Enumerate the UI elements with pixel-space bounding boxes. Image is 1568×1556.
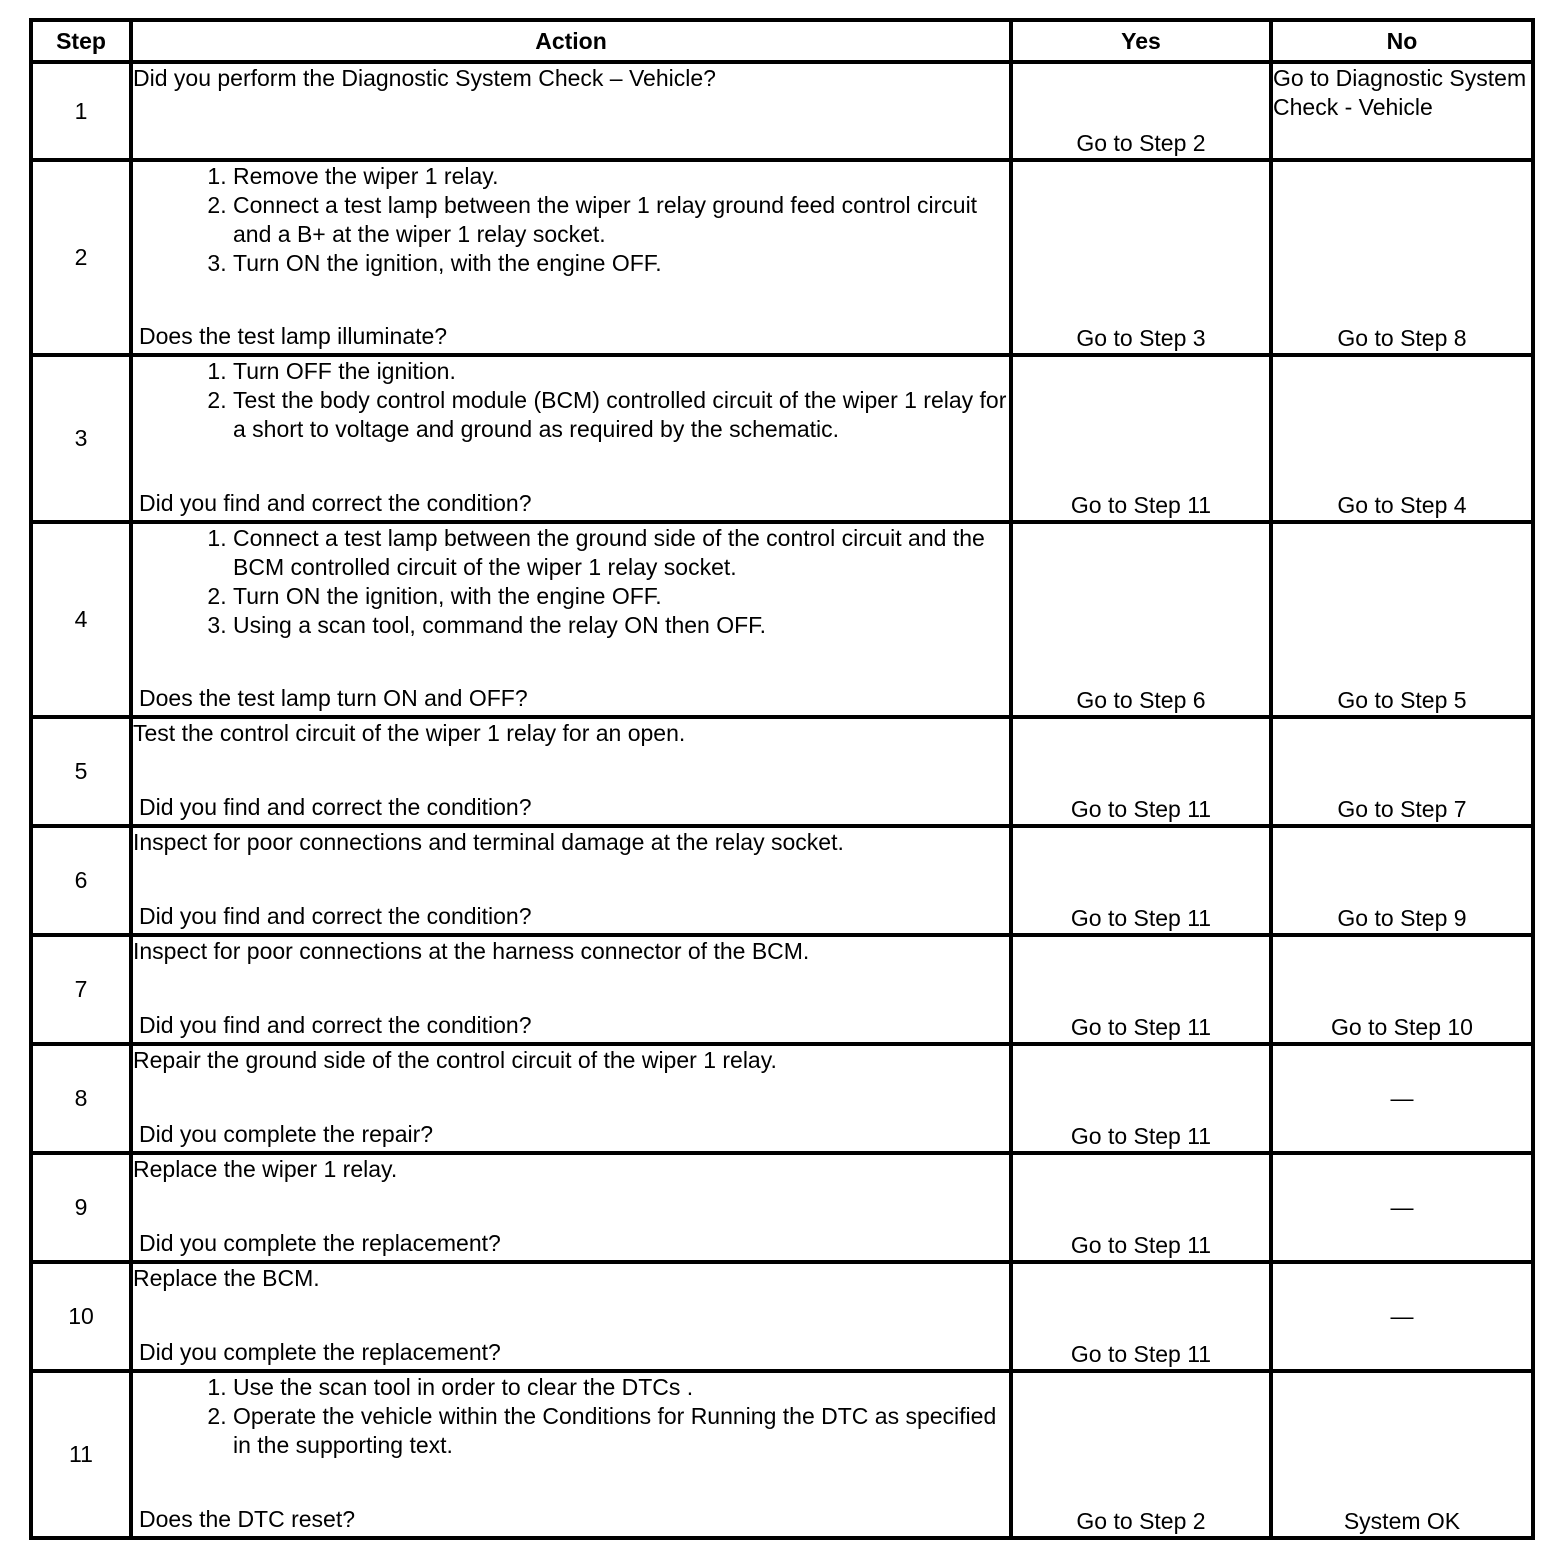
no-result: System OK <box>1271 1371 1533 1538</box>
yes-result: Go to Step 3 <box>1011 160 1271 355</box>
table-row <box>31 717 1533 826</box>
yes-result: Go to Step 11 <box>1011 826 1271 935</box>
action-cell <box>131 1371 1011 1538</box>
no-result: — <box>1271 1153 1533 1262</box>
table-row <box>31 1371 1533 1538</box>
yes-result: Go to Step 11 <box>1011 717 1271 826</box>
question-text: Does the test lamp turn ON and OFF? <box>139 685 528 711</box>
list-item: 3. Turn ON the ignition, with the engine OFF. <box>233 249 1009 278</box>
list-item: 1. Remove the wiper 1 relay. <box>233 162 1009 191</box>
table-row <box>31 826 1533 935</box>
no-result: Go to Step 7 <box>1271 717 1533 826</box>
step-number: 8 <box>31 1044 131 1153</box>
yes-result: Go to Step 11 <box>1011 935 1271 1044</box>
yes-result: Go to Step 11 <box>1011 355 1271 522</box>
step-number: 7 <box>31 935 131 1044</box>
action-cell <box>131 717 1011 826</box>
no-result: Go to Step 10 <box>1271 935 1533 1044</box>
action-text: Did you perform the Diagnostic System Check – Vehicle? <box>133 65 716 91</box>
step-number: 6 <box>31 826 131 935</box>
header-step: Step <box>31 20 131 62</box>
action-cell <box>131 826 1011 935</box>
list-item: 1. Turn OFF the ignition. <box>233 357 1009 386</box>
action-cell <box>131 160 1011 355</box>
header-yes: Yes <box>1011 20 1271 62</box>
list-item: 2. Connect a test lamp between the wiper 1 relay ground feed control circuit and a B+ at the wiper 1 relay socket. <box>233 191 1009 249</box>
table-row <box>31 935 1533 1044</box>
action-text: Replace the wiper 1 relay. <box>133 1156 398 1182</box>
action-steps <box>133 357 1009 444</box>
question-text: Does the DTC reset? <box>139 1506 356 1532</box>
table-row <box>31 522 1533 717</box>
no-result: Go to Step 5 <box>1271 522 1533 717</box>
question-text: Did you find and correct the condition? <box>139 794 532 820</box>
header-no: No <box>1271 20 1533 62</box>
action-text: Inspect for poor connections and terminal damage at the relay socket. <box>133 829 844 855</box>
list-item: 2. Operate the vehicle within the Conditions for Running the DTC as specified in the supporting text. <box>233 1402 1009 1460</box>
action-steps <box>133 524 1009 640</box>
table-row <box>31 62 1533 160</box>
header-row <box>31 20 1533 62</box>
action-cell <box>131 522 1011 717</box>
question-text: Did you find and correct the condition? <box>139 903 532 929</box>
table-row <box>31 1044 1533 1153</box>
action-text: Test the control circuit of the wiper 1 relay for an open. <box>133 720 686 746</box>
list-item: 1. Use the scan tool in order to clear the DTCs . <box>233 1373 1009 1402</box>
question-text: Did you complete the replacement? <box>139 1339 501 1365</box>
diagnostic-table <box>29 18 1535 1540</box>
action-cell <box>131 1153 1011 1262</box>
action-text: Inspect for poor connections at the harness connector of the BCM. <box>133 938 810 964</box>
step-number: 2 <box>31 160 131 355</box>
table-row <box>31 1262 1533 1371</box>
list-item: 2. Test the body control module (BCM) controlled circuit of the wiper 1 relay for a short to voltage and ground as required by the schematic. <box>233 386 1009 444</box>
table-row <box>31 160 1533 355</box>
step-number: 4 <box>31 522 131 717</box>
action-cell <box>131 355 1011 522</box>
action-cell <box>131 1262 1011 1371</box>
question-text: Did you complete the repair? <box>139 1121 434 1147</box>
step-number: 5 <box>31 717 131 826</box>
list-item: 2. Turn ON the ignition, with the engine OFF. <box>233 582 1009 611</box>
yes-result: Go to Step 11 <box>1011 1044 1271 1153</box>
action-steps <box>133 162 1009 278</box>
table-row <box>31 355 1533 522</box>
action-cell <box>131 62 1011 160</box>
question-text: Did you complete the replacement? <box>139 1230 501 1256</box>
step-number: 1 <box>31 62 131 160</box>
question-text: Does the test lamp illuminate? <box>139 323 448 349</box>
list-item: 3. Using a scan tool, command the relay ON then OFF. <box>233 611 1009 640</box>
step-number: 3 <box>31 355 131 522</box>
no-result: Go to Step 4 <box>1271 355 1533 522</box>
yes-result: Go to Step 11 <box>1011 1262 1271 1371</box>
table-row <box>31 1153 1533 1262</box>
no-result: — <box>1271 1044 1533 1153</box>
yes-result: Go to Step 2 <box>1011 62 1271 160</box>
yes-result: Go to Step 6 <box>1011 522 1271 717</box>
action-cell <box>131 935 1011 1044</box>
action-text: Repair the ground side of the control circuit of the wiper 1 relay. <box>133 1047 777 1073</box>
no-result: Go to Diagnostic System Check - Vehicle <box>1271 62 1533 160</box>
header-action: Action <box>131 20 1011 62</box>
yes-result: Go to Step 2 <box>1011 1371 1271 1538</box>
yes-result: Go to Step 11 <box>1011 1153 1271 1262</box>
list-item: 1. Connect a test lamp between the ground side of the control circuit and the BCM controlled circuit of the wiper 1 relay socket. <box>233 524 1009 582</box>
action-text: Replace the BCM. <box>133 1265 320 1291</box>
no-result: — <box>1271 1262 1533 1371</box>
step-number: 10 <box>31 1262 131 1371</box>
question-text: Did you find and correct the condition? <box>139 1012 532 1038</box>
no-result: Go to Step 9 <box>1271 826 1533 935</box>
no-result: Go to Step 8 <box>1271 160 1533 355</box>
step-number: 9 <box>31 1153 131 1262</box>
action-cell <box>131 1044 1011 1153</box>
question-text: Did you find and correct the condition? <box>139 490 532 516</box>
step-number: 11 <box>31 1371 131 1538</box>
action-steps <box>133 1373 1009 1460</box>
